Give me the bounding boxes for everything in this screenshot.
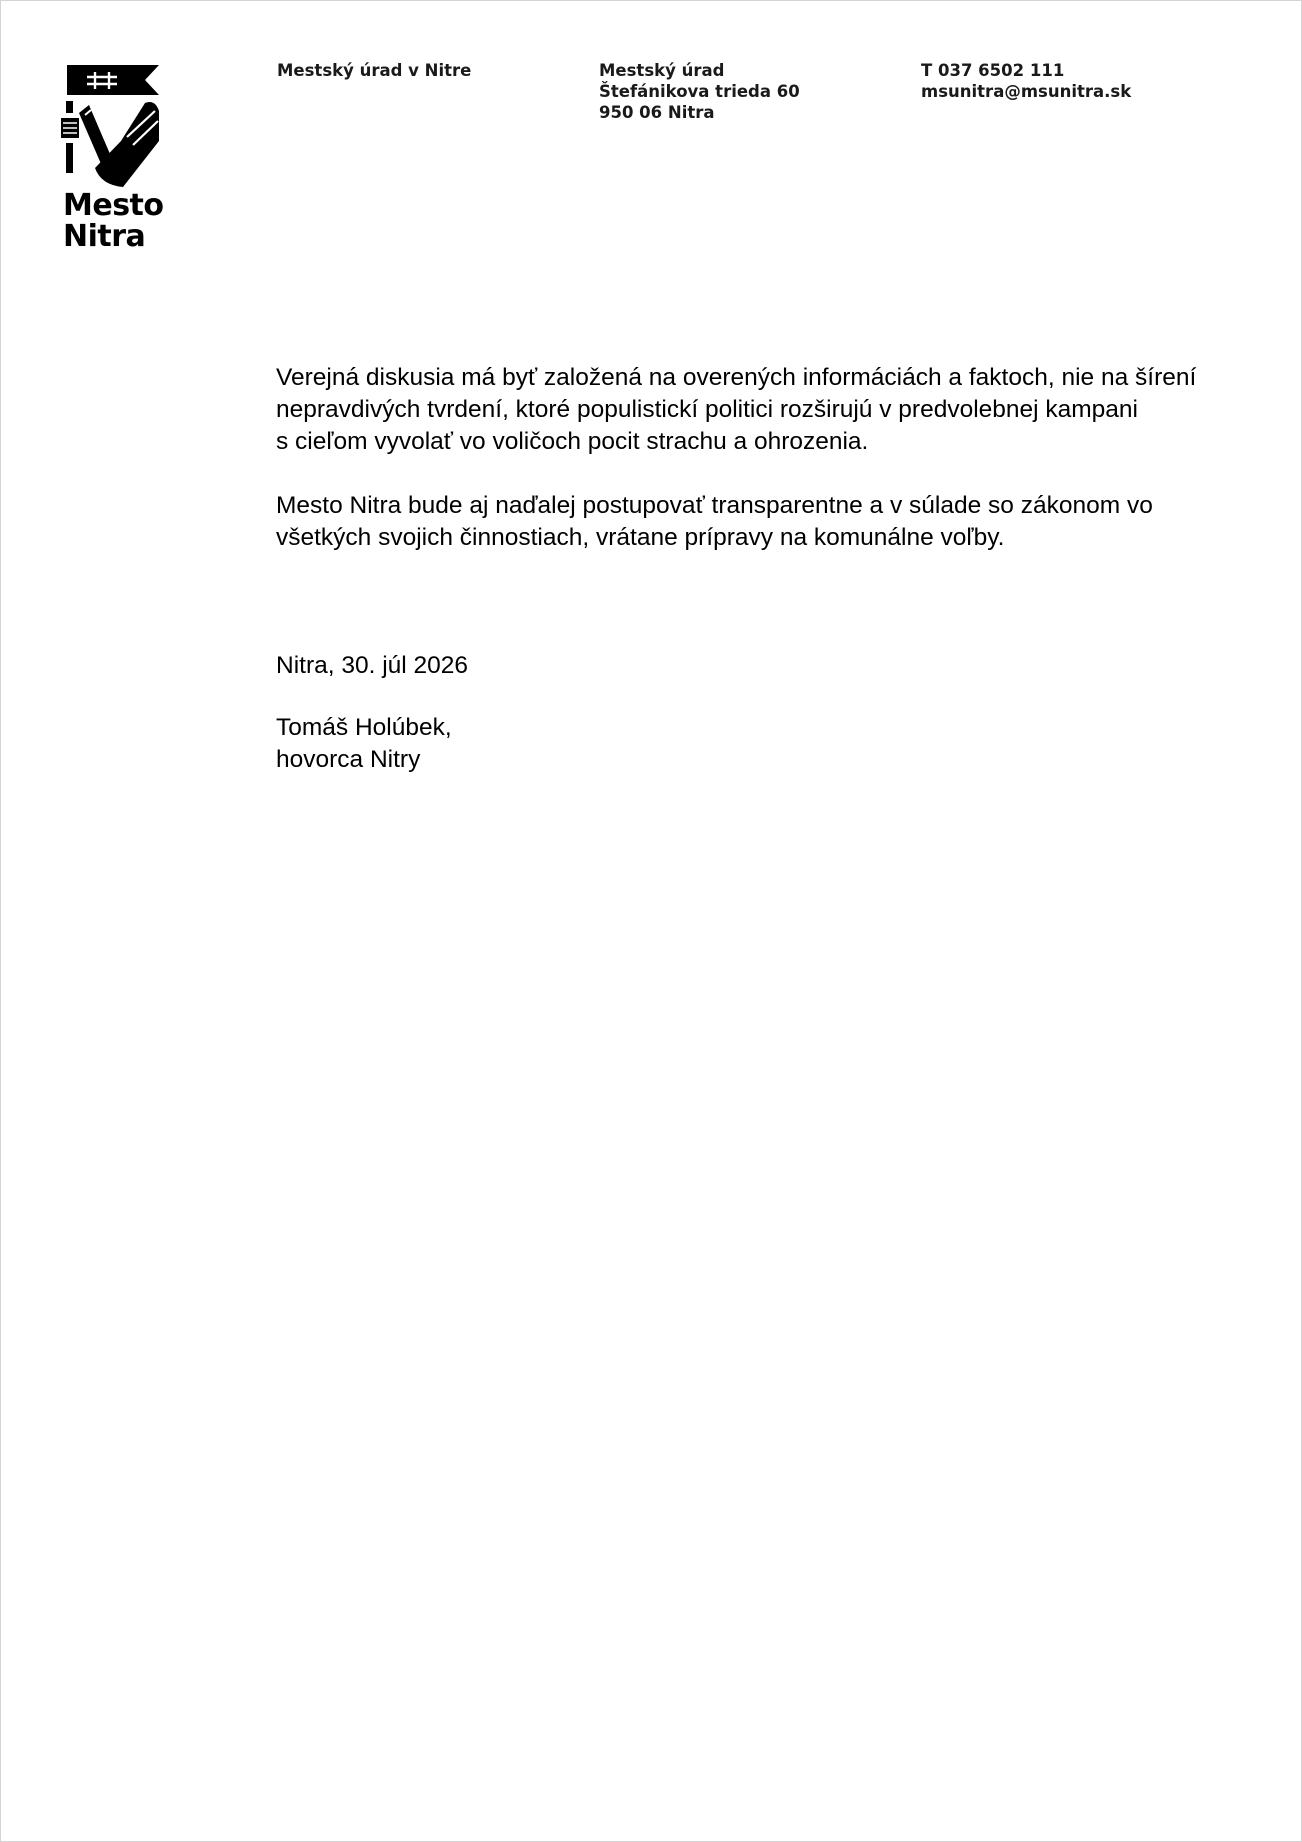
- mesto-nitra-coat-of-arms-icon: [61, 63, 161, 188]
- date-line: Nitra, 30. júl 2026: [276, 652, 469, 679]
- logo-line: Mesto: [63, 188, 164, 223]
- header-contact: [921, 60, 1131, 102]
- logo-line: Nitra: [63, 219, 146, 254]
- mesto-nitra-logo: [61, 63, 171, 253]
- header-line: 950 06 Nitra: [599, 103, 715, 122]
- text-line: s cieľom vyvolať vo voličoch pocit strachu a ohrozenia.: [276, 428, 869, 455]
- header-office-name: [277, 60, 471, 81]
- paragraph-2: [276, 490, 1236, 554]
- header-line: Štefánikova trieda 60: [599, 82, 800, 101]
- signature-name: Tomáš Holúbek,: [276, 714, 452, 741]
- signature-title: hovorca Nitry: [276, 746, 421, 773]
- letter-body: [276, 362, 1236, 776]
- header-line: Mestský úrad: [599, 61, 725, 80]
- header-address: [599, 60, 800, 123]
- header-line: Mestský úrad v Nitre: [277, 61, 472, 80]
- header-email: msunitra@msunitra.sk: [921, 82, 1132, 101]
- text-line: Mesto Nitra bude aj naďalej postupovať transparentne a v súlade so zákonom vo: [276, 492, 1153, 519]
- text-line: nepravdivých tvrdení, ktoré populistickí politici rozširujú v predvolebnej kampani: [276, 396, 1138, 423]
- logo-wordmark: [63, 190, 164, 252]
- letter-date: [276, 650, 1236, 682]
- paragraph-1: [276, 362, 1236, 458]
- signature: [276, 712, 1236, 776]
- text-line: všetkých svojich činnostiach, vrátane prípravy na komunálne voľby.: [276, 524, 1005, 551]
- text-line: Verejná diskusia má byť založená na overených informáciách a faktoch, nie na šírení: [276, 364, 1197, 391]
- header-phone: T 037 6502 111: [921, 61, 1065, 80]
